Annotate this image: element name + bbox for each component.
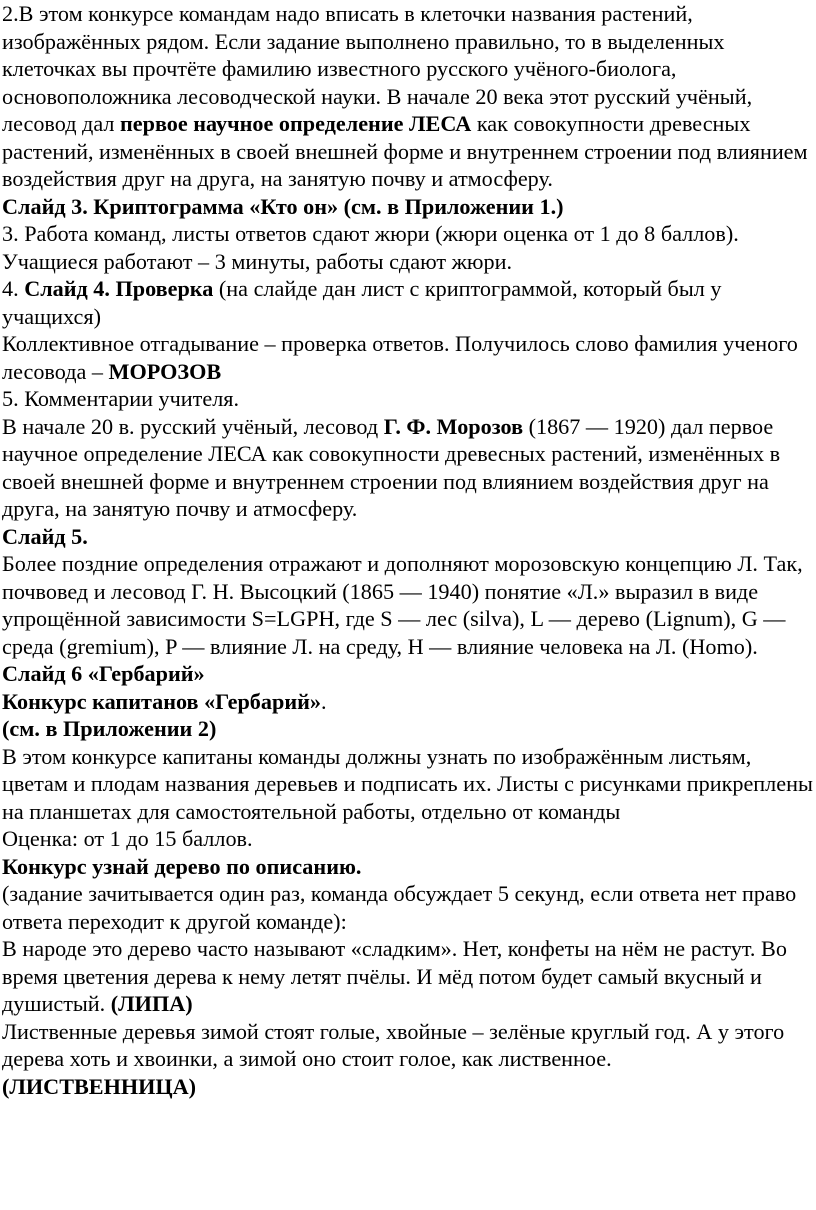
text: .	[321, 688, 327, 714]
text: В начале 20 в. русский учёный, лесовод	[2, 413, 384, 439]
paragraph-captains-contest	[2, 688, 814, 716]
bold-text: (ЛИПА)	[110, 991, 193, 1016]
bold-text: МОРОЗОВ	[108, 358, 222, 384]
heading-slide-6: Слайд 6 «Гербарий»	[2, 661, 205, 686]
paragraph-slide-4	[2, 275, 814, 330]
paragraph-vysotsky: Более поздние определения отражают и дополняют морозовскую концепцию Л. Так, почвовед и лесовод Г. Н. Высоцкий (1865 — 1940) понятие «Л.» выразил в виде упрощённой зависимости S=LGPH, где S — лес (silva), L — дерево (Lignum), G — среда (gremium), P — влияние Л. на среду, H — влияние человека на Л. (Homo).	[2, 551, 803, 659]
text: 4.	[2, 276, 25, 301]
paragraph-morozov	[2, 413, 814, 523]
paragraph-crossword-task	[2, 0, 814, 193]
text: (1867 — 1920) дал первое научное определение ЛЕСА как совокупности древесных растений, изменённых в своей внешней форме и внутреннем строении под влиянием воздействия друг на друга, на занятую почву и атмосферу.	[2, 413, 781, 521]
paragraph-team-work: 3. Работа команд, листы ответов сдают жюри (жюри оценка от 1 до 8 баллов). Учащиеся работают – 3 минуты, работы сдают жюри.	[2, 221, 739, 274]
bold-text: первое научное определение ЛЕСА	[119, 111, 472, 136]
paragraph-score: Оценка: от 1 до 15 баллов.	[2, 826, 253, 851]
paragraph-rules: (задание зачитывается один раз, команда обсуждает 5 секунд, если ответа нет право ответа переходит к другой команде):	[2, 881, 797, 934]
paragraph-answer-check	[2, 330, 814, 385]
bold-text: Конкурс капитанов «Гербарий»	[2, 688, 321, 714]
bold-text: Слайд 4. Проверка	[24, 276, 214, 301]
paragraph-teacher-comments: 5. Комментарии учителя.	[2, 386, 240, 411]
text: 2.В этом конкурсе командам надо вписать в клеточки названия растений, изображённых рядом. Если задание выполнено правильно, то в выделенных клеточках вы прочтёте фамилию известного русского учёного-биолога, основоположника лесоводческой науки. В начале 20 века этот русский учёный, лесовод дал	[2, 1, 753, 136]
heading-slide-5: Слайд 5.	[2, 523, 88, 549]
bold-text: Г. Ф. Морозов	[383, 413, 524, 439]
paragraph-answer-larch: (ЛИСТВЕННИЦА)	[2, 1073, 197, 1099]
paragraph-riddle-linden	[2, 935, 814, 1018]
text: Коллективное отгадывание – проверка ответов. Получилось слово фамилия ученого лесовода –	[2, 331, 798, 384]
paragraph-captains-task: В этом конкурсе капитаны команды должны узнать по изображённым листьям, цветам и плодам названия деревьев и подписать их. Листы с рисунками прикреплены на планшетах для самостоятельной работы, отдельно от команды	[2, 743, 813, 824]
paragraph-riddle-larch: Лиственные деревья зимой стоят голые, хвойные – зелёные круглый год. А у этого дерева хоть и хвоинки, а зимой оно стоит голое, как лиственное.	[2, 1018, 785, 1071]
text: (на слайде дан лист с криптограммой, который был у учащихся)	[2, 276, 722, 329]
heading-slide-3: Слайд 3. Криптограмма «Кто он» (см. в Приложении 1.)	[2, 193, 564, 219]
heading-guess-tree: Конкурс узнай дерево по описанию.	[2, 853, 362, 879]
paragraph-appendix-2: (см. в Приложении 2)	[2, 716, 217, 741]
text: как совокупности древесных растений, изменённых в своей внешней форме и внутреннем строении под влиянием воздействия друг на друга, на занятую почву и атмосферу.	[2, 111, 808, 191]
text: В народе это дерево часто называют «сладким». Нет, конфеты на нём не растут. Во время цветения дерева к нему летят пчёлы. И мёд потом будет самый вкусный и душистый.	[2, 936, 787, 1016]
